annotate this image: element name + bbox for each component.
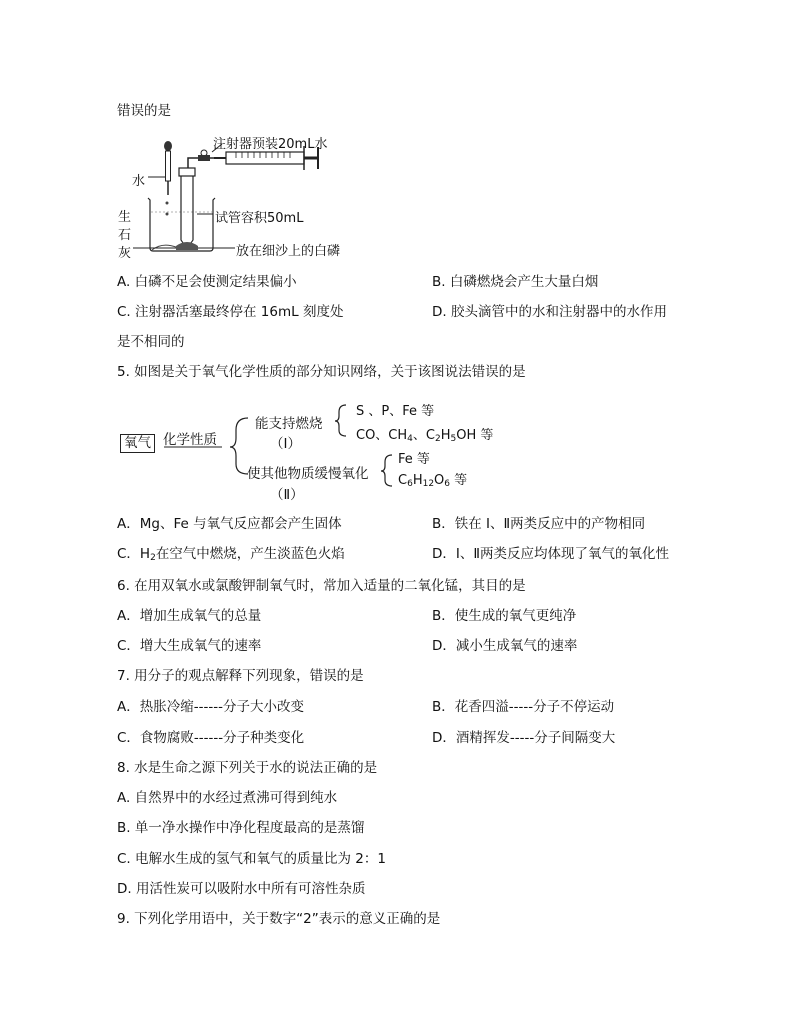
q6-stem: 6. 在用双氧水或氯酸钾制氧气时，常加入适量的二氧化锰，其目的是	[117, 578, 526, 594]
q5-option-a: A．Mg、Fe 与氧气反应都会产生固体	[117, 516, 342, 532]
quicklime-label-3: 灰	[118, 246, 132, 261]
water-label: 水	[132, 174, 146, 189]
chem-props-label: 化学性质	[163, 432, 217, 448]
q9-stem: 9. 下列化学用语中，关于数字“2”表示的意义正确的是	[117, 911, 441, 927]
quicklime-label-1: 生	[118, 210, 132, 225]
q7-option-b: B．花香四溢-----分子不停运动	[432, 699, 615, 715]
q8-stem: 8. 水是生命之源下列关于水的说法正确的是	[117, 760, 378, 776]
q8-option-c: C. 电解水生成的氢气和氧气的质量比为 2：1	[117, 851, 386, 867]
q4-stem-tail: 错误的是	[117, 103, 171, 119]
oxygen-box: 氧气	[120, 434, 155, 453]
q8-option-a: A. 自然界中的水经过煮沸可得到纯水	[117, 790, 338, 806]
phosphorus-label: 放在细沙上的白磷	[236, 244, 341, 259]
q4-option-b: B. 白磷燃烧会产生大量白烟	[432, 274, 599, 290]
syringe-label: 注射器预装20mL水	[213, 137, 328, 152]
branch-1-item-1: S 、P、Fe 等	[356, 404, 435, 419]
branch-2-item-1: Fe 等	[398, 452, 430, 467]
quicklime-label-2: 石	[118, 228, 132, 243]
q5-stem: 5. 如图是关于氧气化学性质的部分知识网络，关于该图说法错误的是	[117, 364, 526, 380]
q7-stem: 7. 用分子的观点解释下列现象，错误的是	[117, 668, 364, 684]
test-tube-label: 试管容积50mL	[215, 211, 304, 226]
q6-option-b: B．使生成的氧气更纯净	[432, 608, 577, 624]
branch-1-item-2: CO、$CH_4$、$C_2H_5OH$ 等	[356, 428, 494, 444]
branch-1-number: （Ⅰ）	[270, 436, 301, 452]
q5-option-d: D．I、Ⅱ两类反应均体现了氧气的氧化性	[432, 546, 670, 562]
q5-option-b: B．铁在 I、Ⅱ两类反应中的产物相同	[432, 516, 646, 532]
q7-option-a: A．热胀冷缩------分子大小改变	[117, 699, 304, 715]
q4-option-d-continued: 是不相同的	[117, 334, 185, 350]
q4-option-d: D. 胶头滴管中的水和注射器中的水作用	[432, 304, 667, 320]
q6-option-c: C．增大生成氧气的速率	[117, 638, 262, 654]
branch-2-number: （Ⅱ）	[270, 487, 304, 503]
branch-1-label: 能支持燃烧	[255, 416, 323, 432]
q7-option-c: C．食物腐败------分子种类变化	[117, 730, 305, 746]
q6-option-d: D．减小生成氧气的速率	[432, 638, 578, 654]
q8-option-d: D. 用活性炭可以吸附水中所有可溶性杂质	[117, 881, 366, 897]
q4-option-c: C. 注射器活塞最终停在 16mL 刻度处	[117, 304, 344, 320]
q5-option-c: C．$H_2$在空气中燃烧，产生淡蓝色火焰	[117, 546, 345, 563]
branch-2-label: 使其他物质缓慢氧化	[247, 466, 369, 482]
q4-option-a: A. 白磷不足会使测定结果偏小	[117, 274, 297, 290]
q6-option-a: A．增加生成氧气的总量	[117, 608, 262, 624]
q8-option-b: B. 单一净水操作中净化程度最高的是蒸馏	[117, 820, 365, 836]
branch-2-item-2: $C_6H_{12}O_6$ 等	[398, 473, 468, 489]
q7-option-d: D．酒精挥发-----分子间隔变大	[432, 730, 616, 746]
